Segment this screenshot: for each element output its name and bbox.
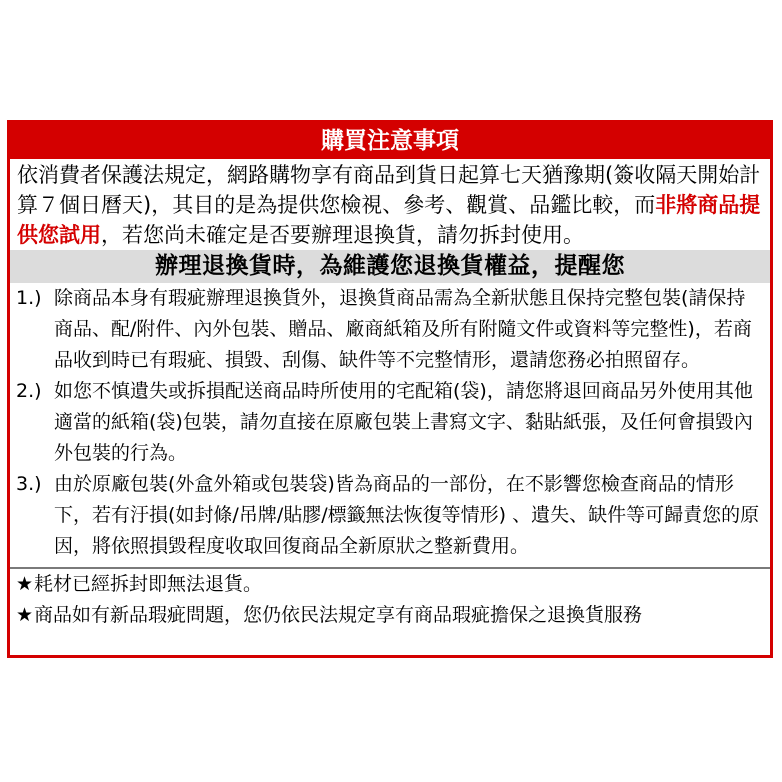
list-item	[16, 469, 764, 562]
intro-paragraph	[10, 159, 770, 250]
intro-highlight: 非將商品提供您試用	[17, 193, 761, 247]
intro-text-after: ，若您尚未確定是否要辦理退換貨，請勿拆封使用。	[101, 223, 584, 247]
star-icon: ★	[16, 604, 34, 626]
note-defect-warranty	[10, 600, 770, 631]
notice-title: 購買注意事項	[10, 123, 770, 159]
reminder-list	[10, 283, 770, 562]
item-text: 如您不慎遺失或拆損配送商品時所使用的宅配箱(袋)，請您將退回商品另外使用其他適當的紙箱(袋)包裝，請勿直接在原廠包裝上書寫文字、黏貼紙張，及任何會損毀內外包裝的行為。	[54, 380, 753, 464]
item-number: 2.)	[16, 380, 42, 402]
star-icon: ★	[16, 573, 34, 595]
note-consumables	[10, 569, 770, 600]
intro-text-before: 依消費者保護法規定，網路購物享有商品到貨日起算七天猶豫期(簽收隔天開始計算７個日曆天)，其目的是為提供您檢視、參考、觀賞、品鑑比較，而	[17, 163, 761, 217]
note-text: 商品如有新品瑕疵問題，您仍依民法規定享有商品瑕疵擔保之退換貨服務	[34, 604, 643, 626]
item-text: 由於原廠包裝(外盒外箱或包裝袋)皆為商品的一部份，在不影響您檢查商品的情形下，若有汙損(如封條/吊牌/貼膠/標籤無法恢復等情形) 、遺失、缺件等可歸責您的原因，將依照損毀程度收取回復商品全新原狀之整新費用。	[54, 473, 760, 557]
item-number: 3.)	[16, 473, 42, 495]
purchase-notice	[7, 120, 773, 658]
return-reminder-heading: 辦理退換貨時，為維護您退換貨權益，提醒您	[10, 250, 770, 283]
list-item	[16, 376, 764, 469]
note-text: 耗材已經拆封即無法退貨。	[34, 573, 263, 595]
item-number: 1.)	[16, 287, 42, 309]
list-item	[16, 283, 764, 376]
item-text: 除商品本身有瑕疵辦理退換貨外，退換貨商品需為全新狀態且保持完整包裝(請保持商品、配/附件、內外包裝、贈品、廠商紙箱及所有附隨文件或資料等完整性)，若商品收到時已有瑕疵、損毀、刮傷、缺件等不完整情形，還請您務必拍照留存。	[54, 287, 752, 371]
notice-body	[10, 159, 770, 631]
